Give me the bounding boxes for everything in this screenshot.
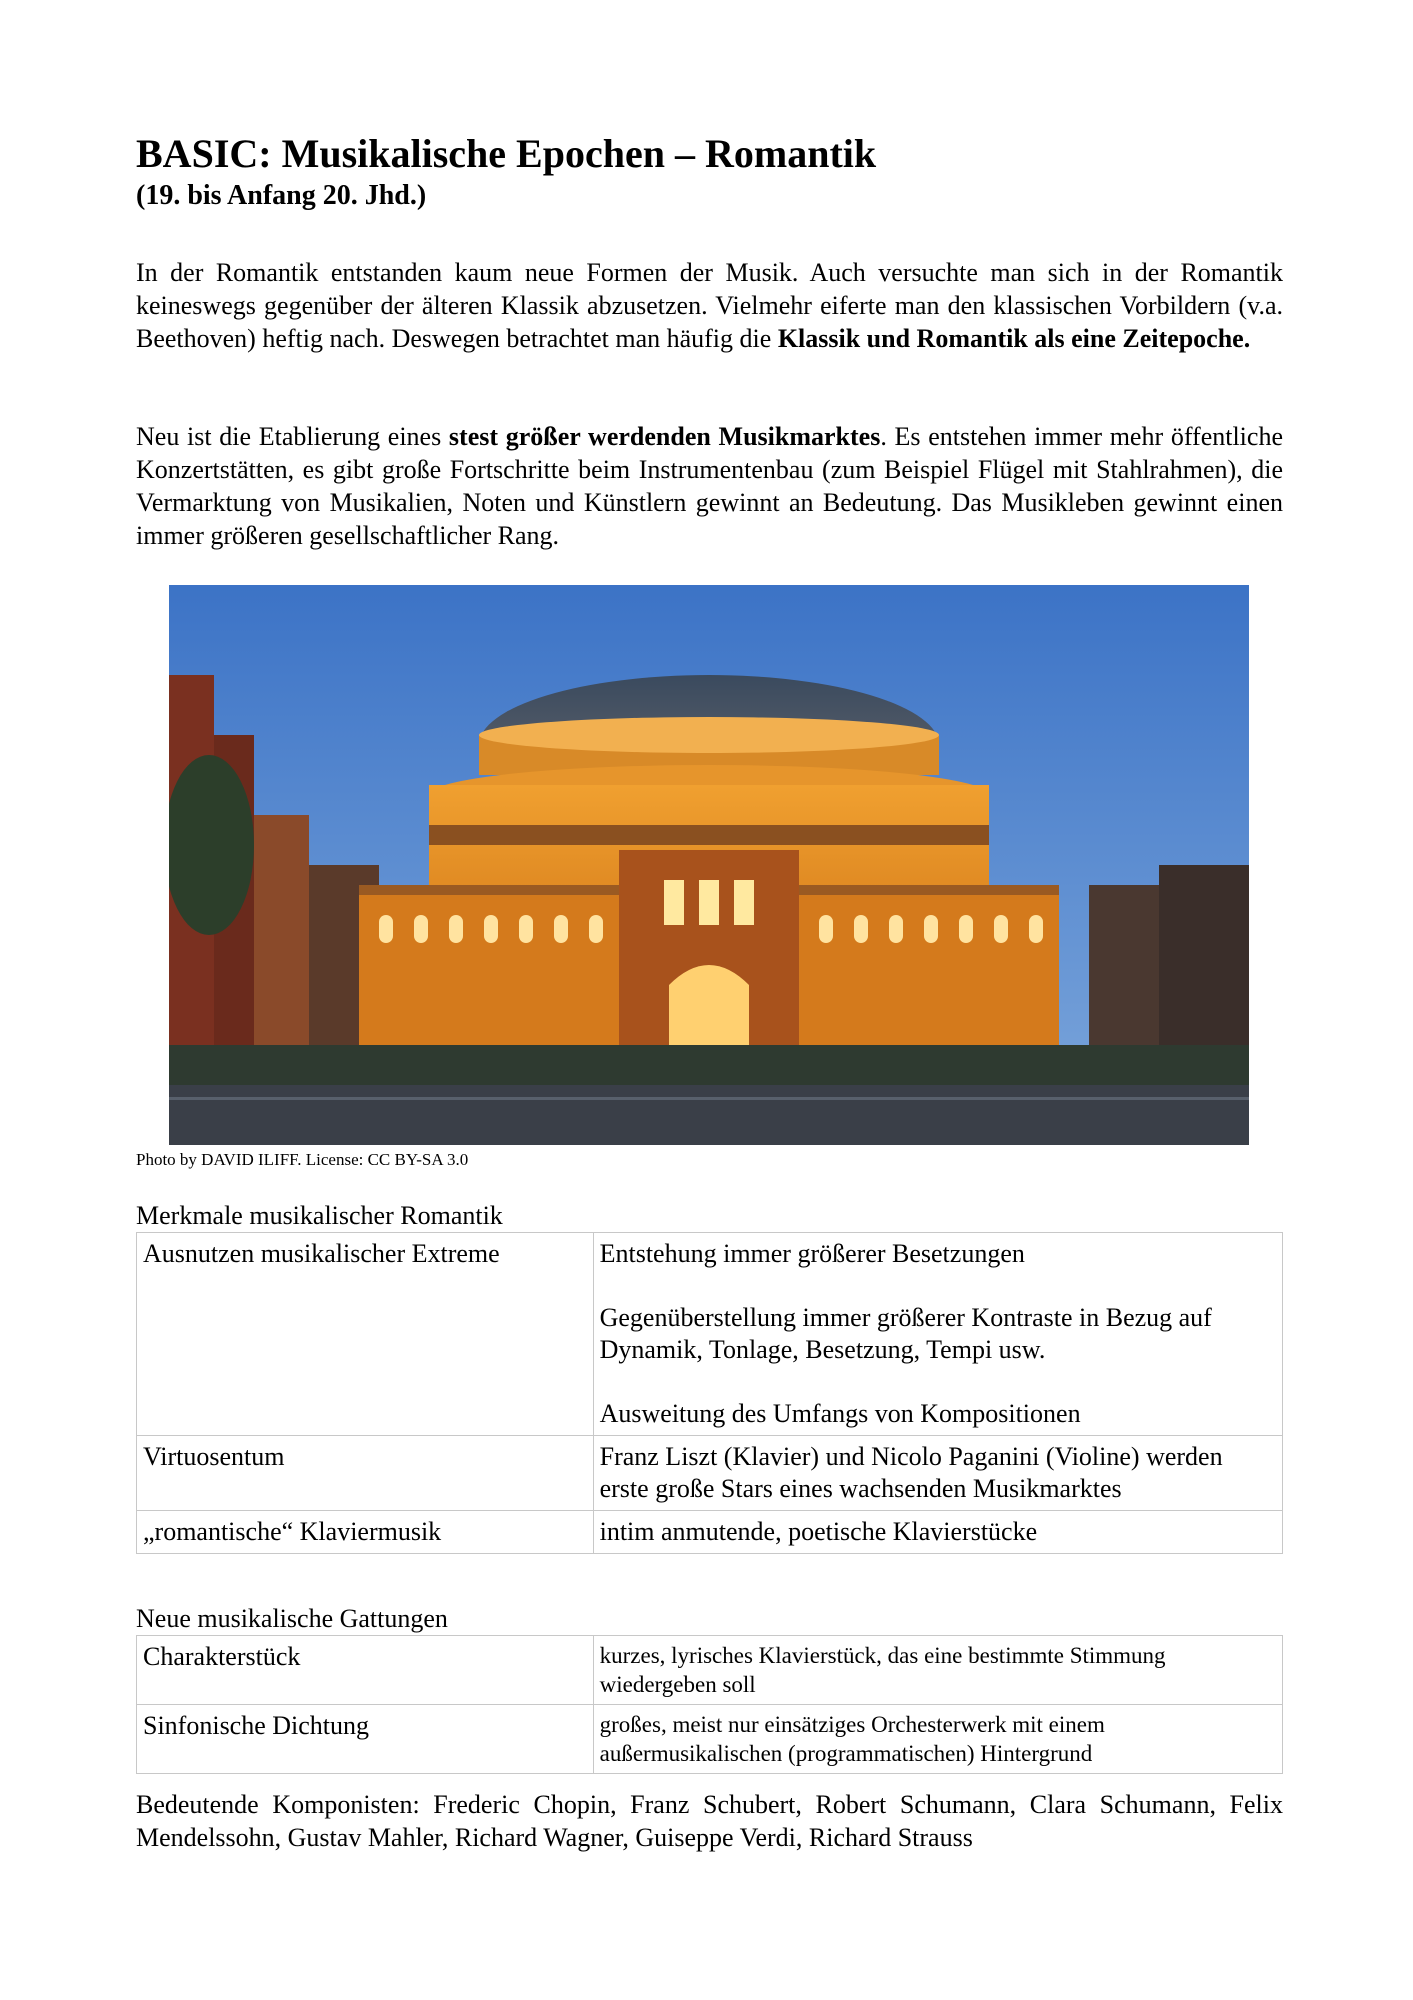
table-row <box>137 1636 1283 1705</box>
intro-text: In der Romantik entstanden kaum neue Formen der Musik. Auch versuchte man sich in der Romantik keineswegs gegenüber der älteren Klassik abzusetzen. Vielmehr eiferte man den klassischen Vorbildern (v.a. Beethoven) heftig nach. Deswegen betrachtet man häufig die <box>136 258 1283 353</box>
feature-label: Virtuosentum <box>137 1436 594 1511</box>
feature-label: „romantische“ Klaviermusik <box>137 1511 594 1554</box>
genre-description: großes, meist nur einsätziges Orchesterwerk mit einem außermusikalischen (programmatischen) Hintergrund <box>593 1705 1282 1774</box>
feature-description <box>593 1233 1282 1436</box>
intro-bold: Klassik und Romantik als eine Zeitepoche. <box>777 324 1251 353</box>
feature-line: Gegenüberstellung immer größerer Kontraste in Bezug auf Dynamik, Tonlage, Besetzung, Tempi usw. <box>599 1303 1212 1364</box>
market-text-post: . Es entstehen immer mehr öffentliche Konzertstätten, es gibt große Fortschritte beim Instrumentenbau (zum Beispiel Flügel mit Stahlrahmen), die Vermarktung von Musikalien, Noten und Künstlern gewinnt an Bedeutung. Das Musikleben gewinnt einen immer größeren gesellschaftlicher Rang. <box>136 422 1283 550</box>
genre-description: kurzes, lyrisches Klavierstück, das eine bestimmte Stimmung wiedergeben soll <box>593 1636 1282 1705</box>
feature-description: Franz Liszt (Klavier) und Nicolo Paganini (Violine) werden erste große Stars eines wachsenden Musikmarktes <box>593 1436 1282 1511</box>
genre-label: Sinfonische Dichtung <box>137 1705 594 1774</box>
page-subtitle: (19. bis Anfang 20. Jhd.) <box>136 180 427 211</box>
table-row <box>137 1511 1283 1554</box>
feature-description: intim anmutende, poetische Klavierstücke <box>593 1511 1282 1554</box>
intro-paragraph <box>136 256 1283 355</box>
document-page <box>136 130 1283 1852</box>
genres-table <box>136 1635 1283 1774</box>
table-row <box>137 1705 1283 1774</box>
feature-label: Ausnutzen musikalischer Extreme <box>137 1233 594 1436</box>
composers-paragraph: Bedeutende Komponisten: Frederic Chopin, Franz Schubert, Robert Schumann, Clara Schumann, Felix Mendelssohn, Gustav Mahler, Richard Wagner, Guiseppe Verdi, Richard Strauss <box>136 1790 1283 1852</box>
features-table <box>136 1232 1283 1554</box>
market-text-pre: Neu ist die Etablierung eines <box>136 422 449 451</box>
concert-hall-photo <box>169 585 1249 1145</box>
feature-line: Entstehung immer größerer Besetzungen <box>599 1239 1025 1268</box>
page-title: BASIC: Musikalische Epochen – Romantik <box>136 131 877 176</box>
feature-line: Ausweitung des Umfangs von Kompositionen <box>599 1399 1081 1428</box>
table-row <box>137 1436 1283 1511</box>
features-heading: Merkmale musikalischer Romantik <box>136 1201 503 1230</box>
genres-heading: Neue musikalische Gattungen <box>136 1604 448 1633</box>
table-row <box>137 1233 1283 1436</box>
photo-caption: Photo by DAVID ILIFF. License: CC BY-SA 3.0 <box>136 1150 469 1169</box>
market-bold: stest größer werdenden Musikmarktes <box>448 422 881 451</box>
genre-label: Charakterstück <box>137 1636 594 1705</box>
market-paragraph <box>136 420 1283 552</box>
